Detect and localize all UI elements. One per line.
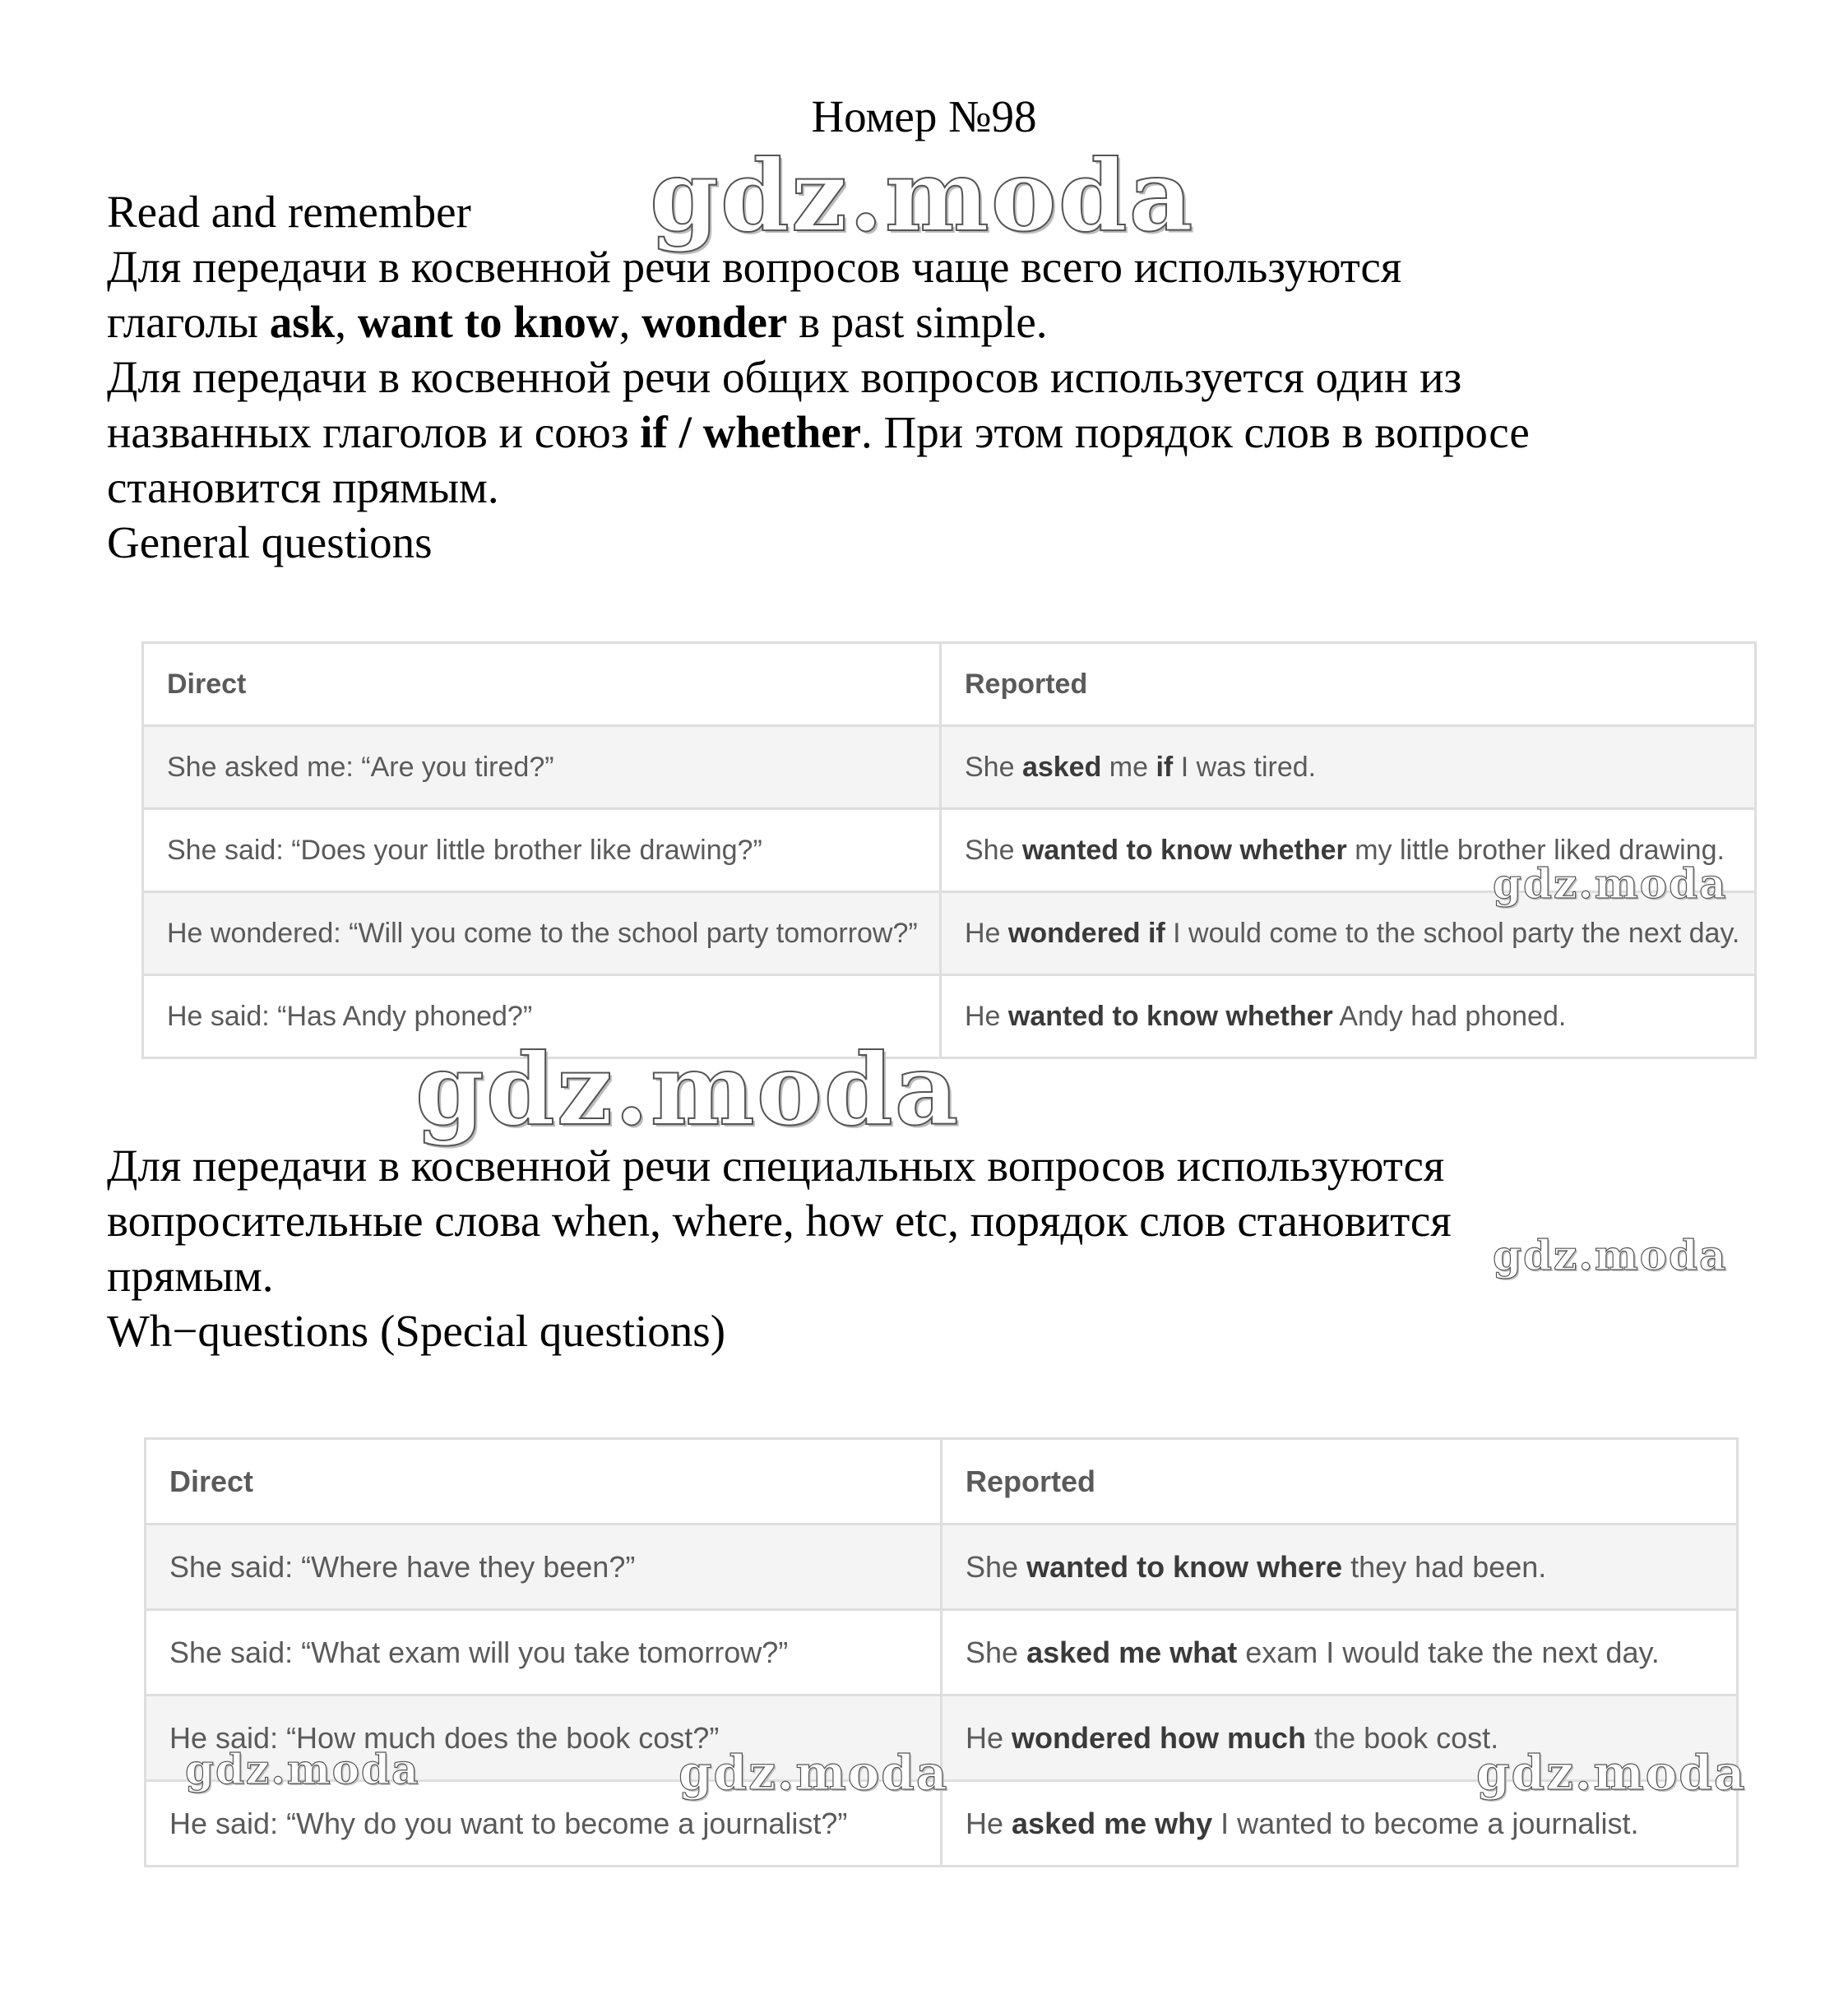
table-row — [143, 726, 1756, 809]
reported-cell: He wondered if I would come to the school party the next day. — [941, 892, 1756, 975]
intro-paragraph-line: становится прямым. — [107, 462, 499, 512]
reported-cell: He wanted to know whether Andy had phoned. — [941, 975, 1756, 1058]
watermark: gdz.moda — [679, 1745, 949, 1801]
reported-cell: He wondered how much the book cost. — [942, 1696, 1738, 1781]
direct-cell: She asked me: “Are you tired?” — [143, 726, 941, 809]
watermark: gdz.moda — [185, 1745, 420, 1793]
conjunction-if-whether: if / whether — [640, 407, 862, 457]
direct-cell: He said: “Why do you want to become a journalist?” — [146, 1781, 942, 1867]
table-header-row — [146, 1439, 1738, 1525]
reported-cell: She wanted to know where they had been. — [942, 1525, 1738, 1610]
intro-paragraph-line: Для передачи в косвенной речи общих вопросов используется один из — [107, 352, 1462, 402]
table-header-row — [143, 643, 1756, 726]
intro-heading: Read and remember — [107, 187, 471, 237]
special-paragraph-line: вопросительные слова when, where, how etc, порядок слов становится — [107, 1196, 1452, 1246]
direct-cell: He said: “Has Andy phoned?” — [143, 975, 941, 1058]
reported-cell: He asked me why I wanted to become a journalist. — [942, 1781, 1738, 1867]
intro-paragraph-line: Для передачи в косвенной речи вопросов чаще всего используются — [107, 242, 1402, 292]
watermark: gdz.moda — [650, 138, 1195, 254]
intro-paragraph-line: глаголы ask, want to know, wonder в past simple. — [107, 297, 1048, 347]
special-paragraph-line: Для передачи в косвенной речи специальных вопросов используются — [107, 1140, 1445, 1191]
section-label-special: Wh−questions (Special questions) — [107, 1306, 726, 1356]
reported-cell: She asked me if I was tired. — [941, 726, 1756, 809]
watermark: gdz.moda — [1493, 1231, 1728, 1279]
intro-paragraph-line: названных глаголов и союз if / whether. При этом порядок слов в вопросе — [107, 407, 1530, 457]
special-paragraph-line: прямым. — [107, 1251, 274, 1301]
verb-want-to-know: want to know — [357, 297, 619, 347]
watermark: gdz.moda — [1493, 859, 1728, 908]
page-title: Номер №98 — [811, 91, 1037, 141]
direct-cell: She said: “Where have they been?” — [146, 1525, 942, 1610]
special-questions-table — [144, 1437, 1739, 1867]
verb-wonder: wonder — [641, 297, 788, 347]
direct-cell: He wondered: “Will you come to the school party tomorrow?” — [143, 892, 941, 975]
watermark: gdz.moda — [415, 1032, 961, 1148]
reported-cell: She wanted to know whether my little brother liked drawing. — [941, 809, 1756, 892]
direct-cell: He said: “How much does the book cost?” — [146, 1696, 942, 1781]
table-row — [146, 1610, 1738, 1696]
general-questions-table — [141, 641, 1757, 1059]
verb-ask: ask — [269, 297, 336, 347]
column-header-reported: Reported — [941, 643, 1756, 726]
reported-cell: She asked me what exam I would take the next day. — [942, 1610, 1738, 1696]
direct-cell: She said: “What exam will you take tomorrow?” — [146, 1610, 942, 1696]
watermark: gdz.moda — [1476, 1745, 1747, 1801]
column-header-direct: Direct — [143, 643, 941, 726]
direct-cell: She said: “Does your little brother like drawing?” — [143, 809, 941, 892]
column-header-direct: Direct — [146, 1439, 942, 1525]
column-header-reported: Reported — [942, 1439, 1738, 1525]
section-label-general: General questions — [107, 517, 433, 567]
table-row — [146, 1525, 1738, 1610]
